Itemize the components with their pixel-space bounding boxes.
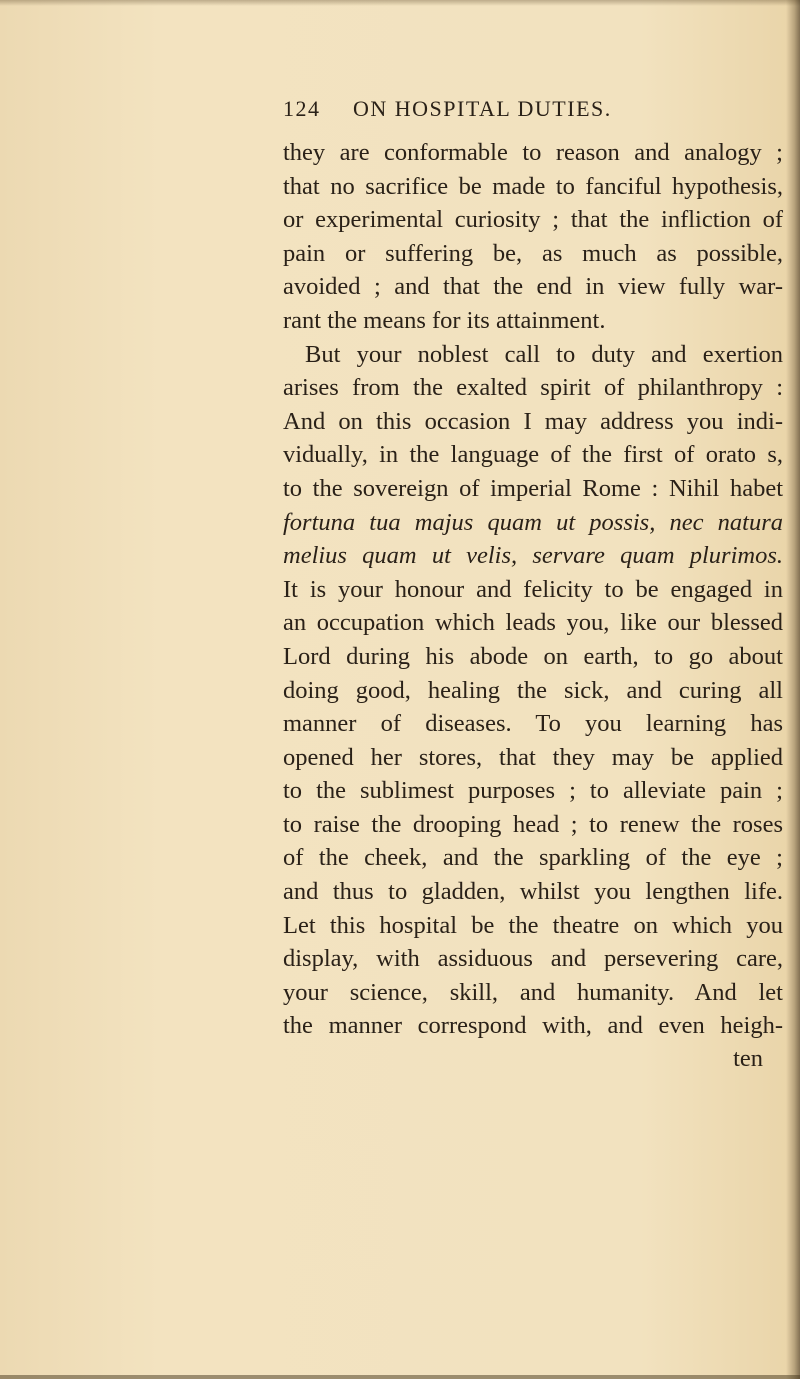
text-line: And on this occasion I may address you indi- [283,407,783,435]
running-title: ON HOSPITAL DUTIES. [353,96,612,121]
text-line: melius quam ut velis, servare quam plurimos. [283,542,783,570]
page-header [283,96,783,136]
text-line: to the sovereign of imperial Rome : Nihil habet [283,474,783,502]
text-line: to the sublimest purposes ; to alleviate pain ; [283,777,783,805]
text-line: doing good, healing the sick, and curing all [283,676,783,704]
page-right-edge-shadow [786,0,800,1379]
page-bottom-edge [0,1375,800,1379]
text-line: your science, skill, and humanity. And let [283,978,783,1006]
text-line: they are conformable to reason and analogy ; [283,139,783,166]
text-line: or experimental curiosity ; that the infliction of [283,206,783,234]
page-top-edge [0,0,800,6]
text-line: fortuna tua majus quam ut possis, nec natura [283,508,783,536]
text-line: of the cheek, and the sparkling of the eye ; [283,844,783,872]
text-line: that no sacrifice be made to fanciful hypothesis, [283,172,783,200]
text-line: display, with assiduous and persevering care, [283,945,783,973]
text-line: arises from the exalted spirit of philanthropy : [283,374,783,402]
text-line: and thus to gladden, whilst you lengthen life. [283,878,783,906]
text-line: to raise the drooping head ; to renew the roses [283,810,783,838]
catchword: ten [733,1045,763,1072]
body-text [283,136,783,1043]
text-line: avoided ; and that the end in view fully war- [283,273,783,301]
text-line: opened her stores, that they may be applied [283,743,783,771]
text-line: It is your honour and felicity to be engaged in [283,575,783,603]
text-line: manner of diseases. To you learning has [283,710,783,738]
text-line: pain or suffering be, as much as possible, [283,239,783,267]
text-line: the manner correspond with, and even heigh- [283,1012,783,1040]
text-line: rant the means for its attainment. [283,306,606,334]
text-line: Let this hospital be the theatre on which you [283,911,783,939]
text-line: vidually, in the language of the first of orato s, [283,441,783,469]
text-line: Lord during his abode on earth, to go about [283,642,783,670]
text-line: an occupation which leads you, like our blessed [283,609,783,637]
text-line: But your noblest call to duty and exertion [305,340,783,368]
page-number: 124 [283,96,321,121]
